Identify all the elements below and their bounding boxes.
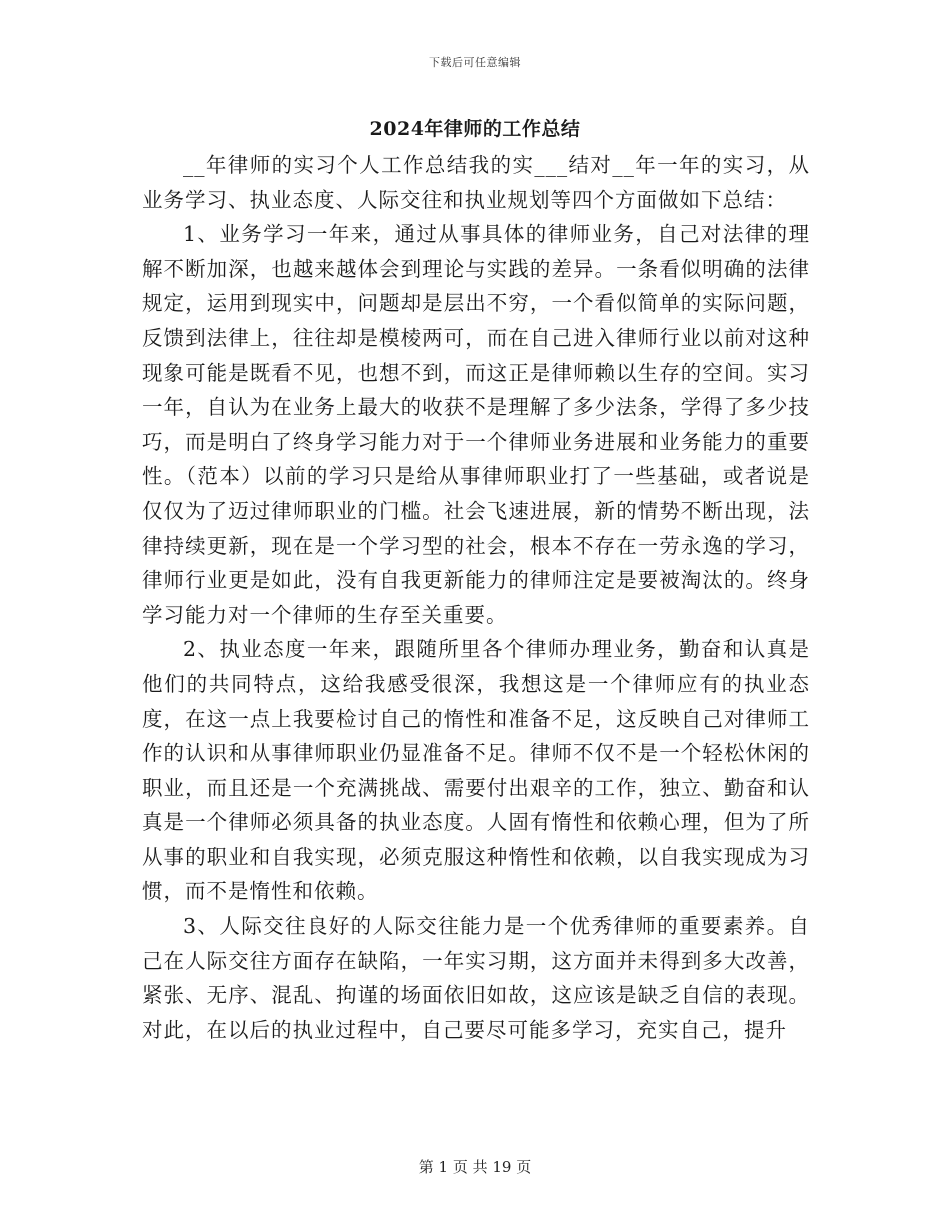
paragraph-business-study: 1、业务学习一年来，通过从事具体的律师业务，自己对法律的理解不断加深，也越来越体会到理论与实践的差异。一条看似明确的法律规定，运用到现实中，问题却是层出不穷，一个看似简单的实际问题，反馈到法律上，往往却是模棱两可，而在自己进入律师行业以前对这种现象可能是既看不见，也想不到，而这正是律师赖以生存的空间。实习一年，自认为在业务上最大的收获不是理解了多少法条，学得了多少技巧，而是明白了终身学习能力对于一个律师业务进展和业务能力的重要性。（范本）以前的学习只是给从事律师职业打了一些基础，或者说是仅仅为了迈过律师职业的门槛。社会飞速进展，新的情势不断出现，法律持续更新，现在是一个学习型的社会，根本不存在一劳永逸的学习，律师行业更是如此，没有自我更新能力的律师注定是要被淘汰的。终身学习能力对一个律师的生存至关重要。: [142, 222, 810, 627]
paragraph-interpersonal: 3、人际交往良好的人际交往能力是一个优秀律师的重要素养。自己在人际交往方面存在缺陷，一年实习期，这方面并未得到多大改善，紧张、无序、混乱、拘谨的场面依旧如故，这应该是缺乏自信的表现。对此，在以后的执业过程中，自己要尽可能多学习，充实自己，提升: [142, 914, 810, 1042]
document-title: 2024年律师的工作总结: [369, 118, 581, 140]
paragraph-intro: __年律师的实习个人工作总结我的实___结对__年一年的实习，从业务学习、执业态度、人际交往和执业规划等四个方面做如下总结：: [142, 153, 810, 212]
page-number: 第 1 页 共 19 页: [418, 1158, 532, 1176]
paragraph-practice-attitude: 2、执业态度一年来，跟随所里各个律师办理业务，勤奋和认真是他们的共同特点，这给我感受很深，我想这是一个律师应有的执业态度，在这一点上我要检讨自己的惰性和准备不足，这反映自己对律师工作的认识和从事律师职业仍显准备不足。律师不仅不是一个轻松休闲的职业，而且还是一个充满挑战、需要付出艰辛的工作，独立、勤奋和认真是一个律师必须具备的执业态度。人固有惰性和依赖心理，但为了所从事的职业和自我实现，必须克服这种惰性和依赖，以自我实现成为习惯，而不是惰性和依赖。: [142, 637, 810, 904]
document-body: [142, 148, 810, 1047]
header-note: 下载后可任意编辑: [429, 56, 521, 69]
